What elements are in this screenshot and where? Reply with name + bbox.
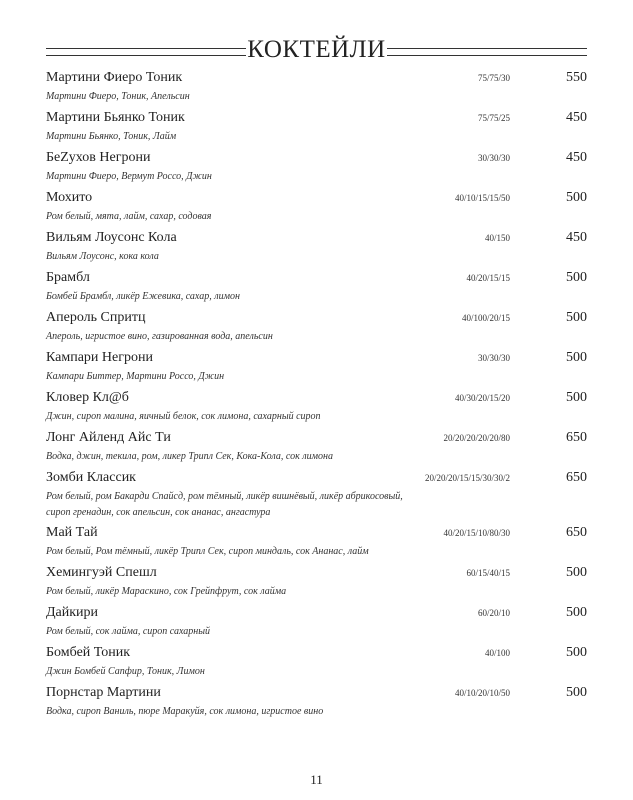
item-volume: 30/30/30 (477, 353, 510, 363)
menu-item (46, 70, 587, 110)
item-description: Мартини Фиеро, Вермут Россо, Джин (46, 171, 212, 182)
item-description: Мартини Фиеро, Тоник, Апельсин (46, 91, 190, 102)
item-name: Вильям Лоусонс Кола (46, 230, 177, 245)
item-volume: 40/10/15/15/50 (454, 193, 510, 203)
item-price: 500 (566, 685, 587, 700)
item-price: 450 (566, 230, 587, 245)
item-name: Мохито (46, 190, 93, 205)
item-price: 500 (566, 190, 587, 205)
menu-item (46, 150, 587, 190)
item-price: 500 (566, 350, 587, 365)
menu-item (46, 470, 587, 525)
item-volume: 60/20/10 (477, 608, 510, 618)
menu-item (46, 190, 587, 230)
item-description: Кампари Биттер, Мартини Россо, Джин (46, 371, 225, 382)
item-description: Ром белый, Ром тёмный, ликёр Трипл Сек, сироп миндаль, сок Ананас, лайм (46, 546, 369, 557)
item-price: 450 (566, 110, 587, 125)
item-price: 550 (566, 70, 587, 85)
item-name: Апероль Спритц (46, 310, 146, 325)
item-description: Ром белый, мята, лайм, сахар, содовая (46, 211, 212, 222)
item-name: БеZухов Негрони (46, 150, 151, 165)
item-volume: 20/20/20/15/15/30/30/2 (424, 473, 510, 483)
menu-item (46, 390, 587, 430)
item-name: Хемингуэй Спешл (46, 565, 157, 580)
item-volume: 40/20/15/10/80/30 (443, 528, 510, 538)
item-description: Джин Бомбей Сапфир, Тоник, Лимон (46, 666, 205, 677)
item-volume: 40/150 (484, 233, 510, 243)
item-description: Мартини Бьянко, Тоник, Лайм (46, 131, 177, 142)
item-description: Ром белый, сок лайма, сироп сахарный (46, 626, 210, 637)
menu-item (46, 270, 587, 310)
item-volume: 30/30/30 (477, 153, 510, 163)
menu-item (46, 525, 587, 565)
section-header (46, 34, 587, 68)
item-price: 650 (566, 470, 587, 485)
item-price: 500 (566, 390, 587, 405)
section-title: КОКТЕЙЛИ (247, 36, 386, 63)
item-price: 500 (566, 565, 587, 580)
item-price: 500 (566, 310, 587, 325)
menu-item (46, 565, 587, 605)
menu-item (46, 430, 587, 470)
item-volume: 75/75/30 (477, 73, 510, 83)
item-price: 500 (566, 270, 587, 285)
header-rule-right (387, 48, 587, 56)
item-description: Ром белый, ром Бакарди Спайсд, ром тёмный, ликёр вишнёвый, ликёр абрикосовый, сироп гренадин, сок апельсин, сок ананас, ангастура (46, 491, 403, 518)
item-name: Бомбей Тоник (46, 645, 131, 660)
menu-item (46, 350, 587, 390)
page-number: 11 (310, 772, 323, 787)
menu-item (46, 685, 587, 725)
item-volume: 40/20/15/15 (466, 273, 510, 283)
item-volume: 20/20/20/20/20/80 (443, 433, 510, 443)
item-volume: 40/30/20/15/20 (454, 393, 510, 403)
item-price: 650 (566, 525, 587, 540)
item-volume: 60/15/40/15 (466, 568, 510, 578)
menu-item (46, 230, 587, 270)
item-price: 650 (566, 430, 587, 445)
item-volume: 75/75/25 (477, 113, 510, 123)
cocktail-list (46, 70, 587, 725)
item-name: Брамбл (46, 270, 90, 285)
item-volume: 40/100/20/15 (461, 313, 510, 323)
menu-item (46, 110, 587, 150)
item-description: Вильям Лоусонс, кока кола (46, 251, 159, 262)
item-name: Мартини Бьянко Тоник (46, 110, 185, 125)
menu-item (46, 645, 587, 685)
item-name: Зомби Классик (46, 470, 136, 485)
item-price: 500 (566, 605, 587, 620)
item-price: 450 (566, 150, 587, 165)
item-price: 500 (566, 645, 587, 660)
item-description: Ром белый, ликёр Мараскино, сок Грейпфрут, сок лайма (46, 586, 287, 597)
item-volume: 40/100 (484, 648, 510, 658)
item-volume: 40/10/20/10/50 (454, 688, 510, 698)
item-name: Порнстар Мартини (46, 685, 161, 700)
item-description: Бомбей Брамбл, ликёр Ежевика, сахар, лимон (46, 291, 240, 302)
item-description: Водка, сироп Ваниль, пюре Маракуйя, сок лимона, игристое вино (46, 706, 324, 717)
item-name: Кампари Негрони (46, 350, 153, 365)
item-name: Май Тай (46, 525, 98, 540)
menu-item (46, 310, 587, 350)
item-description: Водка, джин, текила, ром, ликер Трипл Сек, Кока-Кола, сок лимона (46, 451, 333, 462)
item-description: Апероль, игристое вино, газированная вода, апельсин (46, 331, 273, 342)
item-name: Кловер Кл@б (46, 390, 129, 405)
item-name: Лонг Айленд Айс Ти (46, 430, 171, 445)
item-description: Джин, сироп малина, яичный белок, сок лимона, сахарный сироп (46, 411, 321, 422)
item-name: Дайкири (46, 605, 99, 620)
item-name: Мартини Фиеро Тоник (46, 70, 183, 85)
menu-item (46, 605, 587, 645)
